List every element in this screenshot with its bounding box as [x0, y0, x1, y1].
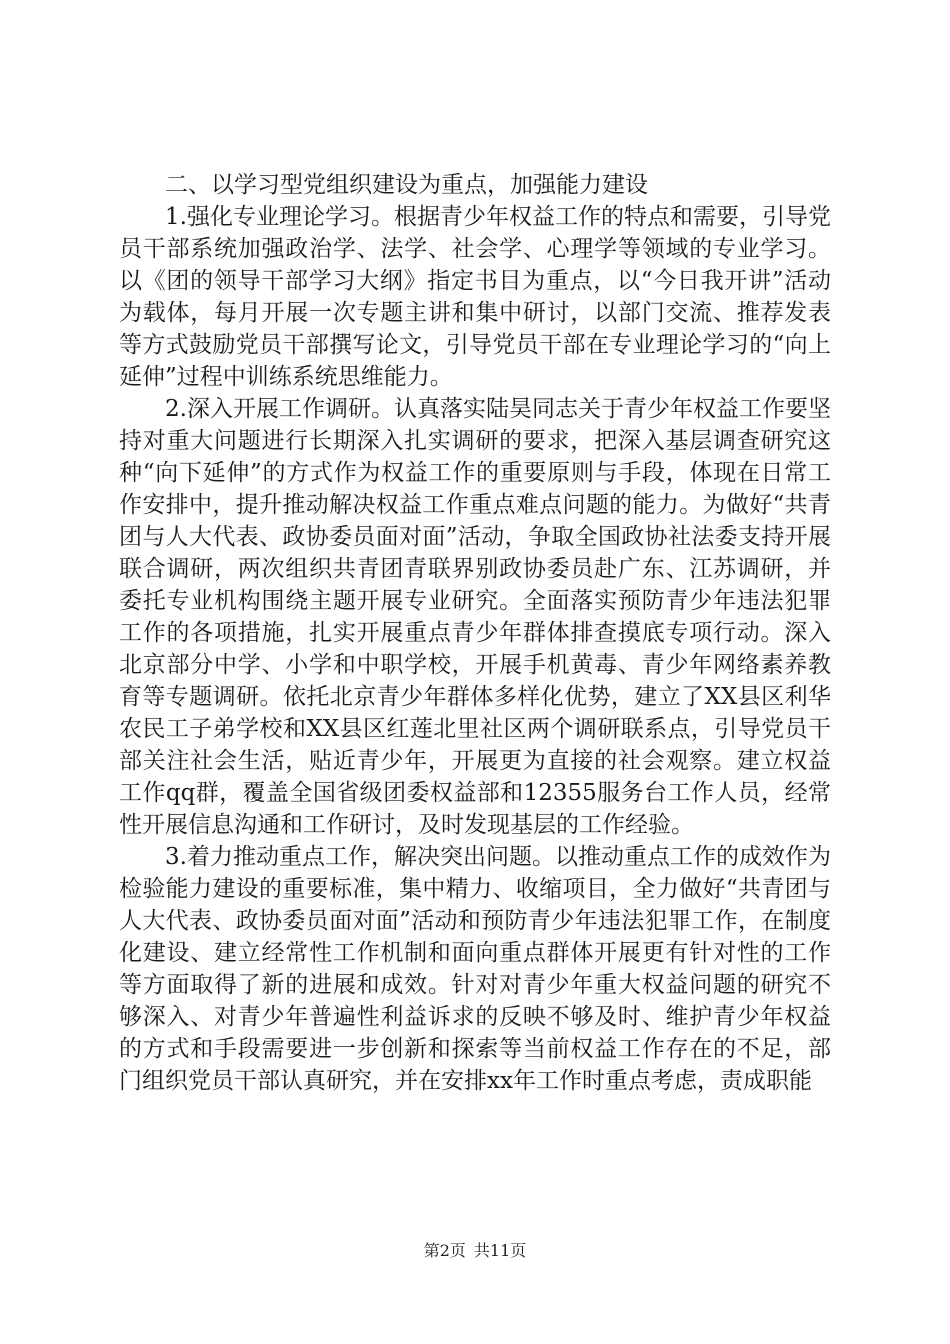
- page-number: 第2页: [423, 1241, 466, 1260]
- paragraph-1: 1.强化专业理论学习。根据青少年权益工作的特点和需要，引导党员干部系统加强政治学、法学、社会学、心理学等领域的专业学习。以《团的领导干部学习大纲》指定书目为重点，以“今日我开讲”活动为载体，每月开展一次专题主讲和集中研讨，以部门交流、推荐发表等方式鼓励党员干部撰写论文，引导党员干部在专业理论学习的“向上延伸”过程中训练系统思维能力。: [119, 204, 831, 390]
- paragraph-3: 3.着力推动重点工作，解决突出问题。以推动重点工作的成效作为检验能力建设的重要标准，集中精力、收缩项目，全力做好“共青团与人大代表、政协委员面对面”活动和预防青少年违法犯罪工作，在制度化建设、建立经常性工作机制和面向重点群体开展更有针对性的工作等方面取得了新的进展和成效。针对对青少年重大权益问题的研究不够深入、对青少年普遍性利益诉求的反映不够及时、维护青少年权益的方式和手段需要进一步创新和探索等当前权益工作存在的不足，部门组织党员干部认真研究，并在安排xx年工作时重点考虑，责成职能: [119, 844, 831, 1094]
- page-footer: [0, 1241, 950, 1261]
- page-total: 共11页: [473, 1241, 527, 1260]
- document-body: [119, 169, 831, 1097]
- section-heading: 二、以学习型党组织建设为重点，加强能力建设: [165, 172, 648, 198]
- paragraph-2: 2.深入开展工作调研。认真落实陆昊同志关于青少年权益工作要坚持对重大问题进行长期深入扎实调研的要求，把深入基层调查研究这种“向下延伸”的方式作为权益工作的重要原则与手段，体现在日常工作安排中，提升推动解决权益工作重点难点问题的能力。为做好“共青团与人大代表、政协委员面对面”活动，争取全国政协社法委支持开展联合调研，两次组织共青团青联界别政协委员赴广东、江苏调研，并委托专业机构围绕主题开展专业研究。全面落实预防青少年违法犯罪工作的各项措施，扎实开展重点青少年群体排查摸底专项行动。深入北京部分中学、小学和中职学校，开展手机黄毒、青少年网络素养教育等专题调研。依托北京青少年群体多样化优势，建立了XX县区利华农民工子弟学校和XX县区红莲北里社区两个调研联系点，引导党员干部关注社会生活，贴近青少年，开展更为直接的社会观察。建立权益工作qq群，覆盖全国省级团委权益部和12355服务台工作人员，经常性开展信息沟通和工作研讨，及时发现基层的工作经验。: [119, 396, 831, 838]
